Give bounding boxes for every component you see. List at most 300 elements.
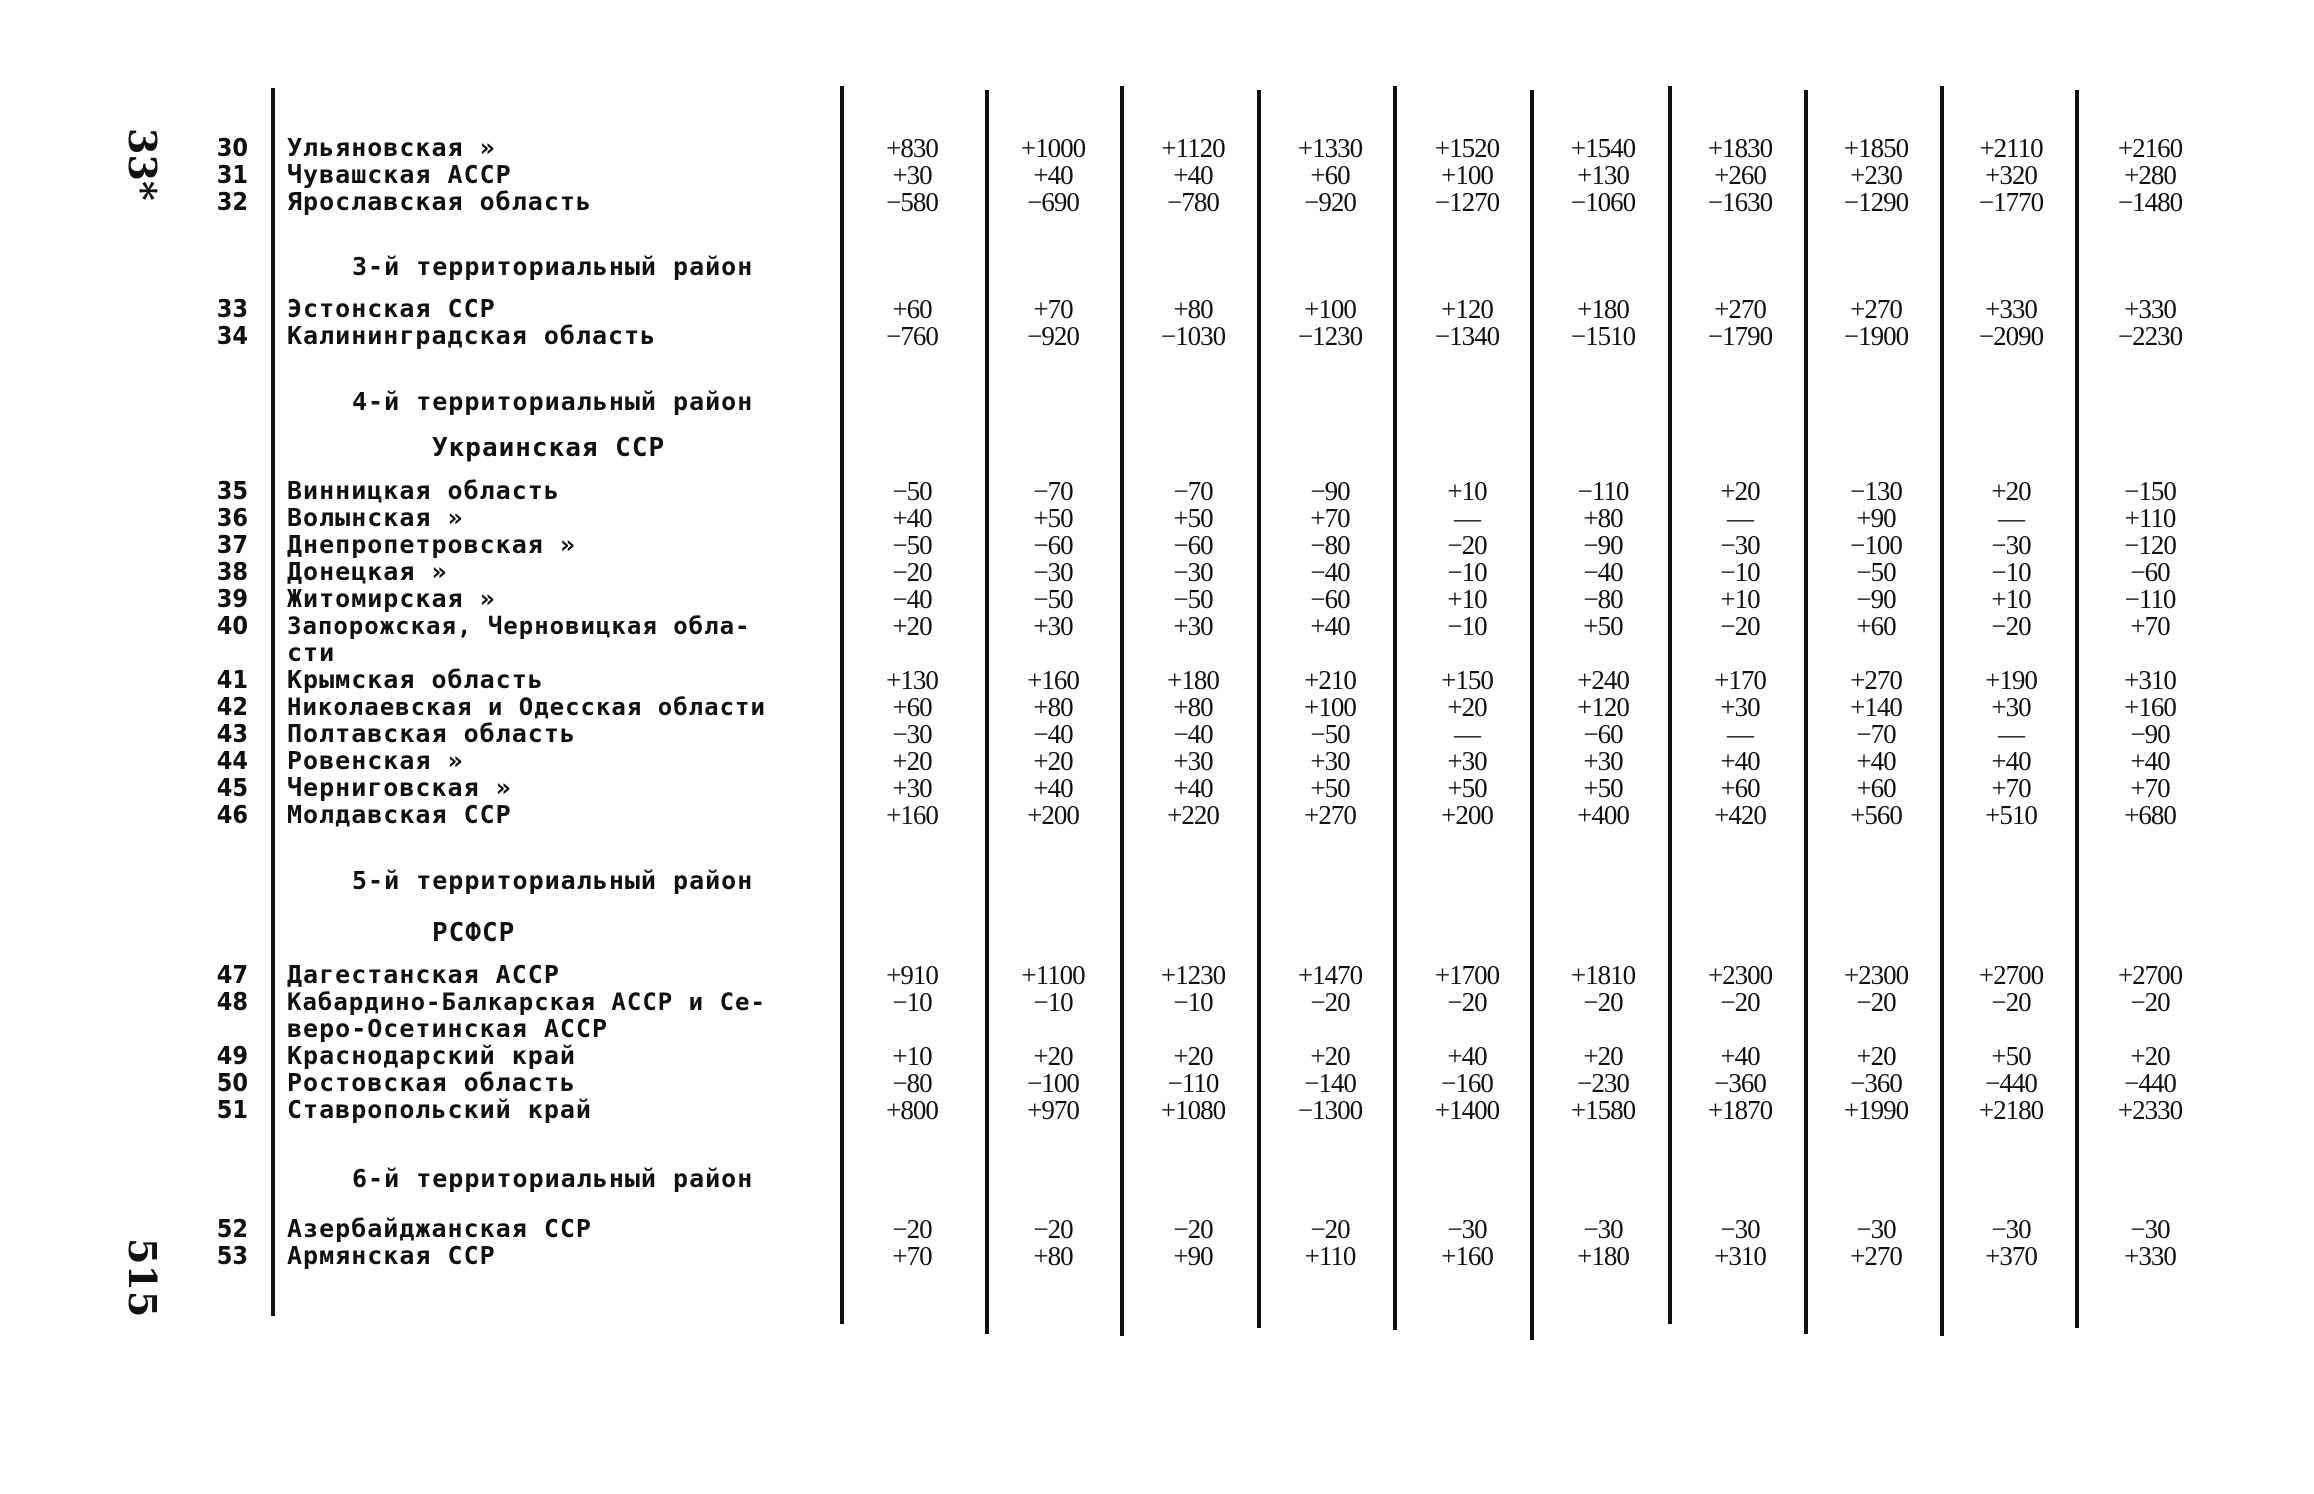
value-cell: +90 bbox=[1173, 1241, 1213, 1271]
value-cell: −1270 bbox=[1434, 187, 1500, 217]
row-number: 31 bbox=[216, 160, 248, 189]
row-number: 50 bbox=[216, 1068, 248, 1097]
value-cell: +2330 bbox=[2117, 1095, 2183, 1125]
region-name: Ярославская область bbox=[287, 187, 592, 216]
value-cell: +60 bbox=[1856, 773, 1896, 803]
value-cell: −2090 bbox=[1978, 321, 2044, 351]
region-name: Молдавская ССР bbox=[287, 800, 512, 829]
value-cell: +2160 bbox=[2117, 133, 2183, 163]
value-cell: −20 bbox=[2130, 987, 2170, 1017]
region-name: Николаевская и Одесская области bbox=[287, 693, 766, 721]
value-cell: −50 bbox=[892, 476, 932, 506]
value-cell: +110 bbox=[1304, 1241, 1356, 1271]
value-cell: +150 bbox=[1441, 665, 1493, 695]
region-name: Калининградская область bbox=[287, 321, 657, 350]
value-cell: −230 bbox=[1577, 1068, 1629, 1098]
value-cell: +2110 bbox=[1979, 133, 2043, 163]
value-cell: +1580 bbox=[1570, 1095, 1636, 1125]
value-cell: +70 bbox=[1033, 294, 1073, 324]
value-cell: +50 bbox=[1991, 1041, 2031, 1071]
value-cell: −20 bbox=[1583, 987, 1623, 1017]
value-cell: −110 bbox=[1577, 476, 1629, 506]
value-cell: −30 bbox=[1720, 530, 1760, 560]
value-cell: +180 bbox=[1577, 294, 1629, 324]
value-cell: +260 bbox=[1714, 160, 1766, 190]
value-cell: +40 bbox=[1173, 773, 1213, 803]
value-cell: +90 bbox=[1856, 503, 1896, 533]
row-number: 42 bbox=[216, 692, 248, 721]
value-cell: −50 bbox=[1856, 557, 1896, 587]
value-cell: +830 bbox=[886, 133, 938, 163]
column-rule bbox=[1668, 86, 1672, 1324]
value-cell: +60 bbox=[1720, 773, 1760, 803]
value-cell: +100 bbox=[1304, 294, 1356, 324]
value-cell: +420 bbox=[1714, 800, 1766, 830]
row-number: 53 bbox=[216, 1241, 248, 1270]
value-cell: +10 bbox=[1447, 476, 1487, 506]
column-rule bbox=[985, 90, 989, 1334]
row-number: 34 bbox=[216, 321, 248, 350]
value-cell: +20 bbox=[1173, 1041, 1213, 1071]
value-cell: +1400 bbox=[1434, 1095, 1500, 1125]
region-name: Эстонская ССР bbox=[287, 294, 496, 323]
region-name: Винницкая область bbox=[287, 476, 560, 505]
value-cell: +50 bbox=[1173, 503, 1213, 533]
value-cell: +120 bbox=[1441, 294, 1493, 324]
value-cell: +120 bbox=[1577, 692, 1629, 722]
value-cell: −70 bbox=[1173, 476, 1213, 506]
value-cell: +680 bbox=[2124, 800, 2176, 830]
value-cell: −30 bbox=[1856, 1214, 1896, 1244]
value-cell: +50 bbox=[1583, 611, 1623, 641]
value-cell: +160 bbox=[1441, 1241, 1493, 1271]
region-name: Ульяновская » bbox=[287, 133, 496, 162]
value-cell: +970 bbox=[1027, 1095, 1079, 1125]
value-cell: −160 bbox=[1441, 1068, 1493, 1098]
value-cell: −10 bbox=[1033, 987, 1073, 1017]
value-cell: +20 bbox=[892, 746, 932, 776]
region-name: Донецкая » bbox=[287, 557, 448, 586]
value-cell: +1100 bbox=[1021, 960, 1085, 990]
row-number: 44 bbox=[216, 746, 248, 775]
row-number: 51 bbox=[216, 1095, 248, 1124]
value-cell: +70 bbox=[1310, 503, 1350, 533]
value-cell: +10 bbox=[892, 1041, 932, 1071]
value-cell: −80 bbox=[1310, 530, 1350, 560]
region-name: Ставропольский край bbox=[287, 1095, 592, 1124]
value-cell: −440 bbox=[2124, 1068, 2176, 1098]
value-cell: +40 bbox=[1033, 773, 1073, 803]
value-cell: +140 bbox=[1850, 692, 1902, 722]
value-cell: −30 bbox=[1720, 1214, 1760, 1244]
value-cell: — bbox=[1727, 503, 1753, 533]
value-cell: +270 bbox=[1850, 1241, 1902, 1271]
value-cell: −1340 bbox=[1434, 321, 1500, 351]
region-name: Крымская область bbox=[287, 665, 544, 694]
value-cell: −60 bbox=[1033, 530, 1073, 560]
value-cell: +30 bbox=[1720, 692, 1760, 722]
value-cell: +130 bbox=[886, 665, 938, 695]
value-cell: −780 bbox=[1167, 187, 1219, 217]
value-cell: +510 bbox=[1985, 800, 2037, 830]
value-cell: +180 bbox=[1577, 1241, 1629, 1271]
value-cell: +160 bbox=[1027, 665, 1079, 695]
value-cell: +60 bbox=[892, 294, 932, 324]
value-cell: +30 bbox=[1173, 611, 1213, 641]
value-cell: +200 bbox=[1441, 800, 1493, 830]
value-cell: +40 bbox=[1720, 746, 1760, 776]
value-cell: +40 bbox=[1033, 160, 1073, 190]
value-cell: +800 bbox=[886, 1095, 938, 1125]
value-cell: +100 bbox=[1304, 692, 1356, 722]
row-number: 37 bbox=[216, 530, 248, 559]
value-cell: +220 bbox=[1167, 800, 1219, 830]
value-cell: −80 bbox=[892, 1068, 932, 1098]
value-cell: −80 bbox=[1583, 584, 1623, 614]
value-cell: +330 bbox=[1985, 294, 2037, 324]
value-cell: +70 bbox=[1991, 773, 2031, 803]
value-cell: −100 bbox=[1027, 1068, 1079, 1098]
value-cell: +40 bbox=[892, 503, 932, 533]
value-cell: +230 bbox=[1850, 160, 1902, 190]
value-cell: −120 bbox=[2124, 530, 2176, 560]
value-cell: −1300 bbox=[1297, 1095, 1363, 1125]
value-cell: +20 bbox=[1033, 1041, 1073, 1071]
value-cell: +1540 bbox=[1570, 133, 1636, 163]
value-cell: +400 bbox=[1577, 800, 1629, 830]
value-cell: +80 bbox=[1033, 692, 1073, 722]
value-cell: −150 bbox=[2124, 476, 2176, 506]
value-cell: −30 bbox=[892, 719, 932, 749]
value-cell: +10 bbox=[1991, 584, 2031, 614]
value-cell: +70 bbox=[892, 1241, 932, 1271]
value-cell: +30 bbox=[1033, 611, 1073, 641]
value-cell: −40 bbox=[1583, 557, 1623, 587]
value-cell: +20 bbox=[1033, 746, 1073, 776]
row-number: 38 bbox=[216, 557, 248, 586]
value-cell: −100 bbox=[1850, 530, 1902, 560]
value-cell: −10 bbox=[1991, 557, 2031, 587]
row-number: 47 bbox=[216, 960, 248, 989]
value-cell: +1850 bbox=[1843, 133, 1909, 163]
row-number: 40 bbox=[216, 611, 248, 640]
column-rule bbox=[1257, 90, 1261, 1328]
value-cell: −30 bbox=[1991, 530, 2031, 560]
value-cell: −1770 bbox=[1978, 187, 2044, 217]
value-cell: −20 bbox=[1720, 987, 1760, 1017]
value-cell: +40 bbox=[1720, 1041, 1760, 1071]
row-number: 52 bbox=[216, 1214, 248, 1243]
row-number: 41 bbox=[216, 665, 248, 694]
value-cell: +80 bbox=[1033, 1241, 1073, 1271]
region-name-continued: веро-Осетинская АССР bbox=[287, 1014, 609, 1043]
column-rule bbox=[840, 86, 844, 1324]
region-name: Армянская ССР bbox=[287, 1241, 496, 1270]
region-name: Полтавская область bbox=[287, 719, 576, 748]
value-cell: −1510 bbox=[1570, 321, 1636, 351]
value-cell: −760 bbox=[886, 321, 938, 351]
value-cell: — bbox=[1727, 719, 1753, 749]
value-cell: +20 bbox=[1856, 1041, 1896, 1071]
row-number: 49 bbox=[216, 1041, 248, 1070]
value-cell: −10 bbox=[1720, 557, 1760, 587]
region-name: Азербайджанская ССР bbox=[287, 1214, 592, 1243]
region-name: Ростовская область bbox=[287, 1068, 576, 1097]
region-name: Житомирская » bbox=[287, 584, 496, 613]
value-cell: +40 bbox=[1856, 746, 1896, 776]
value-cell: −140 bbox=[1304, 1068, 1356, 1098]
value-cell: +20 bbox=[2130, 1041, 2170, 1071]
value-cell: −20 bbox=[1720, 611, 1760, 641]
section-heading: 5-й территориальный район bbox=[352, 866, 754, 895]
value-cell: −2230 bbox=[2117, 321, 2183, 351]
value-cell: +20 bbox=[892, 611, 932, 641]
section-subheading: РСФСР bbox=[432, 918, 516, 948]
value-cell: −20 bbox=[892, 1214, 932, 1244]
row-number: 33 bbox=[216, 294, 248, 323]
value-cell: −1060 bbox=[1570, 187, 1636, 217]
row-number: 39 bbox=[216, 584, 248, 613]
region-name: Чувашская АССР bbox=[287, 160, 512, 189]
region-name: Черниговская » bbox=[287, 773, 512, 802]
value-cell: +20 bbox=[1447, 692, 1487, 722]
value-cell: −10 bbox=[1447, 557, 1487, 587]
column-rule bbox=[1804, 90, 1808, 1334]
value-cell: −920 bbox=[1027, 321, 1079, 351]
value-cell: +190 bbox=[1985, 665, 2037, 695]
value-cell: −50 bbox=[1310, 719, 1350, 749]
column-rule bbox=[1393, 86, 1397, 1330]
value-cell: +1870 bbox=[1707, 1095, 1773, 1125]
section-heading: 6-й территориальный район bbox=[352, 1164, 754, 1193]
value-cell: +30 bbox=[892, 773, 932, 803]
value-cell: −60 bbox=[2130, 557, 2170, 587]
value-cell: +1700 bbox=[1434, 960, 1500, 990]
value-cell: −10 bbox=[892, 987, 932, 1017]
value-cell: −40 bbox=[1310, 557, 1350, 587]
value-cell: +50 bbox=[1447, 773, 1487, 803]
value-cell: +2700 bbox=[1978, 960, 2044, 990]
page-mark-top: 33* bbox=[120, 128, 165, 201]
value-cell: +70 bbox=[2130, 773, 2170, 803]
value-cell: −10 bbox=[1447, 611, 1487, 641]
value-cell: +40 bbox=[1310, 611, 1350, 641]
value-cell: +1330 bbox=[1297, 133, 1363, 163]
value-cell: −1630 bbox=[1707, 187, 1773, 217]
value-cell: +60 bbox=[1310, 160, 1350, 190]
value-cell: +10 bbox=[1447, 584, 1487, 614]
value-cell: — bbox=[1454, 719, 1480, 749]
value-cell: +280 bbox=[2124, 160, 2176, 190]
value-cell: −20 bbox=[1991, 987, 2031, 1017]
value-cell: +130 bbox=[1577, 160, 1629, 190]
value-cell: +110 bbox=[2124, 503, 2176, 533]
value-cell: −20 bbox=[1447, 987, 1487, 1017]
value-cell: −690 bbox=[1027, 187, 1079, 217]
value-cell: −30 bbox=[2130, 1214, 2170, 1244]
value-cell: −90 bbox=[2130, 719, 2170, 749]
value-cell: +2300 bbox=[1843, 960, 1909, 990]
value-cell: +270 bbox=[1850, 294, 1902, 324]
value-cell: +320 bbox=[1985, 160, 2037, 190]
value-cell: +2180 bbox=[1978, 1095, 2044, 1125]
value-cell: −20 bbox=[892, 557, 932, 587]
column-rule bbox=[1120, 86, 1124, 1336]
value-cell: +30 bbox=[1310, 746, 1350, 776]
value-cell: −20 bbox=[1310, 1214, 1350, 1244]
value-cell: +30 bbox=[1991, 692, 2031, 722]
value-cell: −60 bbox=[1583, 719, 1623, 749]
value-cell: +1990 bbox=[1843, 1095, 1909, 1125]
row-number: 35 bbox=[216, 476, 248, 505]
value-cell: −40 bbox=[1033, 719, 1073, 749]
value-cell: −360 bbox=[1714, 1068, 1766, 1098]
value-cell: +1810 bbox=[1570, 960, 1636, 990]
value-cell: +20 bbox=[1583, 1041, 1623, 1071]
value-cell: +20 bbox=[1310, 1041, 1350, 1071]
value-cell: −30 bbox=[1447, 1214, 1487, 1244]
value-cell: +80 bbox=[1173, 294, 1213, 324]
value-cell: +20 bbox=[1720, 476, 1760, 506]
value-cell: +60 bbox=[892, 692, 932, 722]
region-name-continued: сти bbox=[287, 638, 336, 667]
value-cell: −360 bbox=[1850, 1068, 1902, 1098]
row-number: 48 bbox=[216, 987, 248, 1016]
value-cell: +10 bbox=[1720, 584, 1760, 614]
region-name: Дагестанская АССР bbox=[287, 960, 560, 989]
value-cell: −1290 bbox=[1843, 187, 1909, 217]
value-cell: +1120 bbox=[1161, 133, 1225, 163]
region-name: Днепропетровская » bbox=[287, 530, 576, 559]
value-cell: −60 bbox=[1310, 584, 1350, 614]
value-cell: −30 bbox=[1583, 1214, 1623, 1244]
value-cell: +1000 bbox=[1020, 133, 1086, 163]
value-cell: +310 bbox=[1714, 1241, 1766, 1271]
value-cell: +30 bbox=[892, 160, 932, 190]
value-cell: +1520 bbox=[1434, 133, 1500, 163]
region-name: Кабардино-Балкарская АССР и Се- bbox=[287, 988, 766, 1016]
value-cell: −30 bbox=[1991, 1214, 2031, 1244]
value-cell: −50 bbox=[1173, 584, 1213, 614]
value-cell: −20 bbox=[1856, 987, 1896, 1017]
value-cell: +70 bbox=[2130, 611, 2170, 641]
value-cell: −60 bbox=[1173, 530, 1213, 560]
value-cell: −580 bbox=[886, 187, 938, 217]
value-cell: −20 bbox=[1310, 987, 1350, 1017]
value-cell: +370 bbox=[1985, 1241, 2037, 1271]
value-cell: −920 bbox=[1304, 187, 1356, 217]
row-number: 45 bbox=[216, 773, 248, 802]
value-cell: −50 bbox=[892, 530, 932, 560]
value-cell: −90 bbox=[1310, 476, 1350, 506]
value-cell: −110 bbox=[2124, 584, 2176, 614]
region-name: Волынская » bbox=[287, 503, 464, 532]
value-cell: +2300 bbox=[1707, 960, 1773, 990]
row-number: 36 bbox=[216, 503, 248, 532]
value-cell: −50 bbox=[1033, 584, 1073, 614]
value-cell: +40 bbox=[1173, 160, 1213, 190]
value-cell: −20 bbox=[1447, 530, 1487, 560]
value-cell: +1230 bbox=[1160, 960, 1226, 990]
value-cell: +40 bbox=[1447, 1041, 1487, 1071]
value-cell: −90 bbox=[1856, 584, 1896, 614]
value-cell: −1790 bbox=[1707, 321, 1773, 351]
value-cell: +1080 bbox=[1160, 1095, 1226, 1125]
value-cell: +910 bbox=[886, 960, 938, 990]
value-cell: −10 bbox=[1173, 987, 1213, 1017]
value-cell: +1830 bbox=[1707, 133, 1773, 163]
value-cell: +270 bbox=[1304, 800, 1356, 830]
value-cell: −440 bbox=[1985, 1068, 2037, 1098]
value-cell: −1030 bbox=[1160, 321, 1226, 351]
value-cell: +60 bbox=[1856, 611, 1896, 641]
value-cell: +330 bbox=[2124, 1241, 2176, 1271]
value-cell: +330 bbox=[2124, 294, 2176, 324]
value-cell: +30 bbox=[1447, 746, 1487, 776]
region-name: Краснодарский край bbox=[287, 1041, 576, 1070]
section-heading: 3-й территориальный район bbox=[352, 252, 754, 281]
page-number: 515 bbox=[120, 1238, 165, 1318]
value-cell: −20 bbox=[1991, 611, 2031, 641]
value-cell: +270 bbox=[1714, 294, 1766, 324]
value-cell: −70 bbox=[1856, 719, 1896, 749]
value-cell: +40 bbox=[2130, 746, 2170, 776]
section-subheading: Украинская ССР bbox=[432, 433, 666, 463]
value-cell: −20 bbox=[1173, 1214, 1213, 1244]
value-cell: +30 bbox=[1583, 746, 1623, 776]
value-cell: +270 bbox=[1850, 665, 1902, 695]
value-cell: +560 bbox=[1850, 800, 1902, 830]
column-rule bbox=[2075, 90, 2079, 1328]
column-rule bbox=[1940, 86, 1944, 1336]
value-cell: −30 bbox=[1173, 557, 1213, 587]
row-number: 32 bbox=[216, 187, 248, 216]
value-cell: +50 bbox=[1033, 503, 1073, 533]
value-cell: +160 bbox=[2124, 692, 2176, 722]
section-heading: 4-й территориальный район bbox=[352, 387, 754, 416]
value-cell: −40 bbox=[892, 584, 932, 614]
value-cell: +2700 bbox=[2117, 960, 2183, 990]
value-cell: +170 bbox=[1714, 665, 1766, 695]
value-cell: −130 bbox=[1850, 476, 1902, 506]
value-cell: +200 bbox=[1027, 800, 1079, 830]
row-number: 43 bbox=[216, 719, 248, 748]
value-cell: +310 bbox=[2124, 665, 2176, 695]
value-cell: −1900 bbox=[1843, 321, 1909, 351]
value-cell: +80 bbox=[1583, 503, 1623, 533]
value-cell: +1470 bbox=[1297, 960, 1363, 990]
column-rule bbox=[1530, 90, 1534, 1340]
region-name: Ровенская » bbox=[287, 746, 464, 775]
value-cell: −30 bbox=[1033, 557, 1073, 587]
value-cell: −20 bbox=[1033, 1214, 1073, 1244]
value-cell: +30 bbox=[1173, 746, 1213, 776]
value-cell: +180 bbox=[1167, 665, 1219, 695]
value-cell: +40 bbox=[1991, 746, 2031, 776]
region-name: Запорожская, Черновицкая обла- bbox=[287, 612, 751, 640]
row-number: 30 bbox=[216, 133, 248, 162]
value-cell: +50 bbox=[1583, 773, 1623, 803]
row-number: 46 bbox=[216, 800, 248, 829]
value-cell: −40 bbox=[1173, 719, 1213, 749]
value-cell: +160 bbox=[886, 800, 938, 830]
value-cell: +210 bbox=[1304, 665, 1356, 695]
value-cell: −70 bbox=[1033, 476, 1073, 506]
value-cell: — bbox=[1454, 503, 1480, 533]
value-cell: −1480 bbox=[2117, 187, 2183, 217]
value-cell: — bbox=[1998, 719, 2024, 749]
value-cell: −90 bbox=[1583, 530, 1623, 560]
